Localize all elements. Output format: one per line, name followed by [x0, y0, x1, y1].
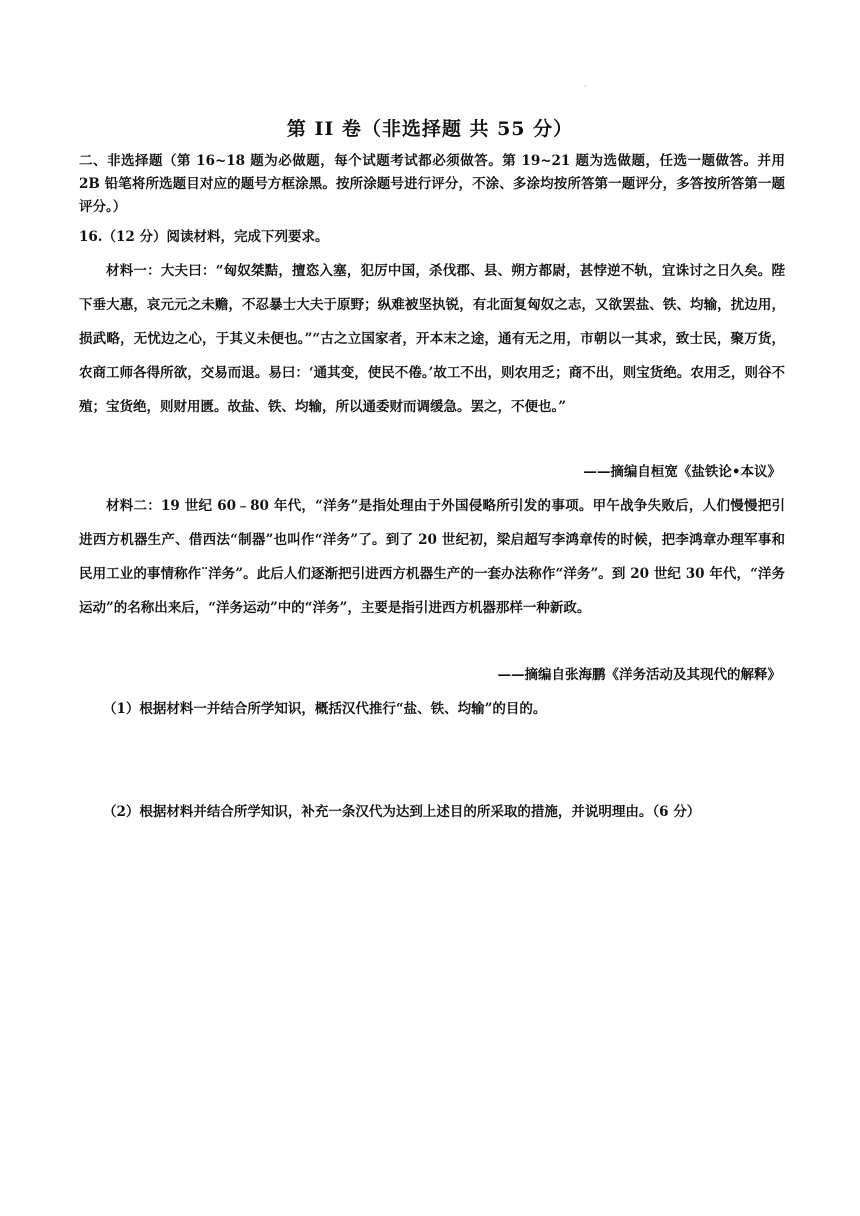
section-instructions: 二、非选择题（第 16~18 题为必做题，每个试题考试都必须做答。第 19~21 题为选做题，任选一题做答。并用 2B 铅笔将所选题目对应的题号方框涂黑。按所涂题号进行评分，不涂、多涂均按所答第一题评分，多答按所答第一题评分。）: [79, 153, 785, 215]
subquestion-2: （2）根据材料并结合所学知识，补充一条汉代为达到上述目的所采取的措施，并说明理由。（6 分）: [103, 804, 701, 820]
material-two: 材料二：19 世纪 60﹣80 年代，“洋务”是指处理由于外国侵略所引发的事项。甲午战争失败后，人们慢慢把引进西方机器生产、借西法“制器”也叫作“洋务”了。到了 20 世纪初，梁启超写李鸿章传的时候，把李鸿章办理军事和民用工业的事情称作¨洋务”。此后人们逐渐把引进西方机器生产的一套办法称作“洋务”。到 20 世纪 30 年代，“洋务运动”的名称出来后，“洋务运动”中的“洋务”，主要是指引进西方机器那样一种新政。: [79, 498, 785, 616]
material-one-source: ——摘编自桓宽《盐铁论•本议》: [583, 464, 781, 480]
question-heading: 16.（12 分）阅读材料，完成下列要求。: [79, 229, 329, 245]
material-two-source: ——摘编自张海鹏《洋务活动及其现代的解释》: [497, 667, 781, 683]
subquestion-1: （1）根据材料一并结合所学知识，概括汉代推行“盐、铁、均输”的目的。: [103, 701, 547, 717]
section-title: 第 II 卷（非选择题 共 55 分）: [286, 118, 574, 140]
page-dot: ·: [584, 82, 587, 91]
material-one: 材料一：大夫曰：“匈奴桀黠，擅恣入塞，犯厉中国，杀伐郡、县、朔方都尉，甚悖逆不轨，宜诛讨之日久矣。陛下垂大惠，哀元元之未赡，不忍暴士大夫于原野；纵难被坚执锐，有北面复匈奴之志，又欲罢盐、铁、均输，扰边用，损武略，无忧边之心，于其义未便也。”“古之立国家者，开本末之途，通有无之用，市朝以一其求，致士民，聚万货，农商工师各得所欲，交易而退。易曰：‘通其变，使民不倦。’故工不出，则农用乏；商不出，则宝货绝。农用乏，则谷不殖；宝货绝，则财用匮。故盐、铁、均输，所以通委财而调缓急。罢之，不便也。”: [79, 263, 785, 415]
